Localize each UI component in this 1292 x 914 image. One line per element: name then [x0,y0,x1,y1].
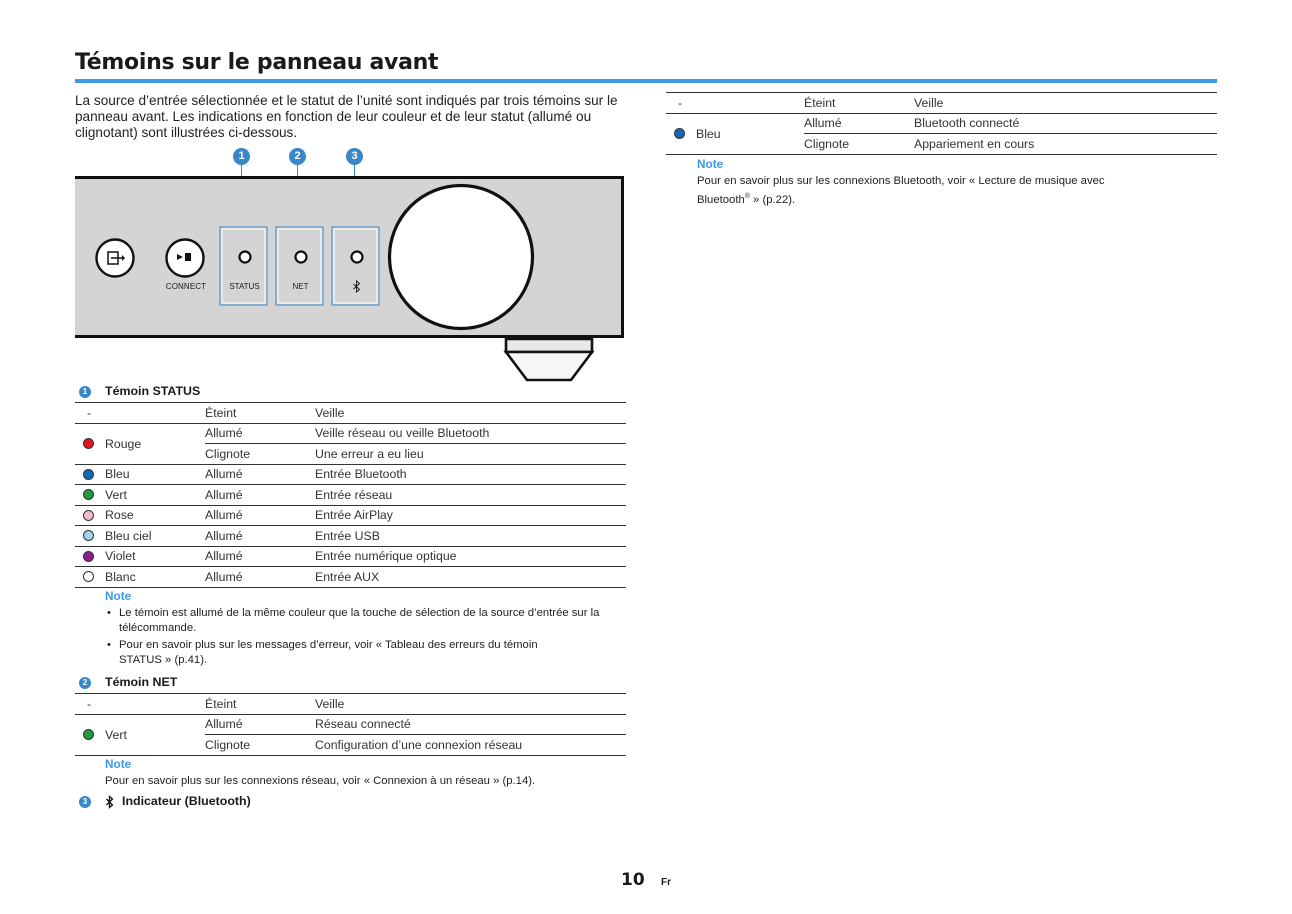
connect-label: CONNECT [165,282,207,291]
state-cell: Clignote [205,444,315,465]
meaning-cell: Appariement en cours [914,134,1217,155]
status-number: 1 [79,386,91,398]
meaning-cell: Veille [315,403,626,424]
meaning-cell: Veille réseau ou veille Bluetooth [315,423,626,444]
meaning-cell: Entrée numérique optique [315,546,626,567]
note-text: Pour en savoir plus sur les connexions Bluetooth, voir « Lecture de musique avec Bluetooth [697,175,1105,206]
note-text: Pour en savoir plus sur les connexions réseau, voir « Connexion à un réseau » (p.14). [105,775,536,787]
status-table [75,402,626,588]
table-row [75,714,626,735]
note-label: Note [105,757,132,771]
net-table [75,693,626,756]
sky-blue-swatch-icon [83,530,94,541]
table-row [75,403,626,424]
white-swatch-icon [83,571,94,582]
state-cell: Allumé [205,464,315,485]
note-sup: ® [744,193,750,200]
green-swatch-icon [83,729,94,740]
bluetooth-note [697,157,1127,208]
bluetooth-section-heading [75,794,626,812]
status-led [240,252,251,263]
meaning-cell: Configuration d’une connexion réseau [315,735,626,756]
bluetooth-icon [105,795,115,809]
violet-swatch-icon [83,551,94,562]
bluetooth-heading-text: Indicateur (Bluetooth) [122,794,251,808]
meaning-cell: Veille [315,694,626,715]
meaning-cell: Bluetooth connecté [914,113,1217,134]
pink-swatch-icon [83,510,94,521]
bluetooth-table [666,92,1217,155]
table-row [666,93,1217,114]
net-section [75,675,626,756]
state-cell: Éteint [205,694,315,715]
net-note [105,757,610,789]
net-heading-text: Témoin NET [105,675,178,689]
state-cell: Allumé [205,505,315,526]
net-number: 2 [79,677,91,689]
net-led [296,252,307,263]
state-cell: Éteint [804,93,914,114]
state-cell: Clignote [205,735,315,756]
callout-2: 2 [289,148,306,165]
table-row [75,464,626,485]
state-cell: Allumé [804,113,914,134]
bluetooth-led [352,252,363,263]
input-icon [97,240,134,277]
page-language: Fr [661,877,671,888]
meaning-cell: Entrée réseau [315,485,626,506]
state-cell: Allumé [205,714,315,735]
table-row [666,113,1217,134]
color-cell: Violet [105,549,136,564]
note-label: Note [697,157,724,171]
color-cell: Bleu [105,467,130,482]
blue-swatch-icon [83,469,94,480]
play-stop-icon [167,240,204,277]
color-cell: Blanc [105,569,136,584]
page-number: 10 [621,870,645,890]
status-heading [75,384,626,402]
status-note [105,589,610,670]
table-row [75,485,626,506]
meaning-cell: Entrée Bluetooth [315,464,626,485]
intro-text: La source d’entrée sélectionnée et le statut de l’unité sont indiqués par trois témoins sur le panneau avant. Les indications en fonction de leur couleur et de leur statut (allumé ou clignotant) sont illustrées ci-dessous. [75,93,618,140]
meaning-cell: Entrée AirPlay [315,505,626,526]
state-cell: Allumé [205,485,315,506]
state-cell: Allumé [205,546,315,567]
meaning-cell: Réseau connecté [315,714,626,735]
bluetooth-number: 3 [79,796,91,808]
bluetooth-heading [75,794,626,812]
note-item: • Le témoin est allumé de la même couleur que la touche de sélection de la source d’entrée sur la télécommande. [105,606,610,636]
table-row [75,546,626,567]
meaning-cell: Une erreur a eu lieu [315,444,626,465]
table-row [75,423,626,444]
blue-swatch-icon [674,128,685,139]
net-heading [75,675,626,693]
table-row [75,567,626,588]
meaning-cell: Entrée AUX [315,567,626,588]
meaning-cell: Veille [914,93,1217,114]
color-cell: - [87,696,92,711]
bluetooth-section [666,92,1217,155]
color-cell: - [678,95,683,110]
status-section [75,384,626,588]
state-cell: Éteint [205,403,315,424]
color-cell: Bleu ciel [105,528,152,543]
front-panel-illustration [0,0,640,390]
callout-1: 1 [233,148,250,165]
state-cell: Allumé [205,423,315,444]
status-label: STATUS [229,282,260,291]
note-item: • Pour en savoir plus sur les messages d’erreur, voir « Tableau des erreurs du témoin STATUS » (p.41). [105,638,559,668]
page-title: Témoins sur le panneau avant [75,50,439,75]
color-cell: Bleu [696,126,721,141]
color-cell: Vert [105,727,127,742]
color-cell: Rose [105,508,134,523]
state-cell: Allumé [205,526,315,547]
table-row [75,505,626,526]
volume-knob [390,186,533,329]
status-heading-text: Témoin STATUS [105,384,201,398]
color-cell: Vert [105,487,127,502]
table-row [75,694,626,715]
table-row [75,526,626,547]
color-cell: Rouge [105,436,142,451]
color-cell: - [87,405,92,420]
note-text-end: » (p.22). [749,193,796,206]
net-label: NET [292,282,309,291]
note-label: Note [105,589,132,603]
red-swatch-icon [83,438,94,449]
meaning-cell: Entrée USB [315,526,626,547]
panel-foot [506,339,592,380]
callout-3: 3 [346,148,363,165]
state-cell: Allumé [205,567,315,588]
green-swatch-icon [83,489,94,500]
state-cell: Clignote [804,134,914,155]
